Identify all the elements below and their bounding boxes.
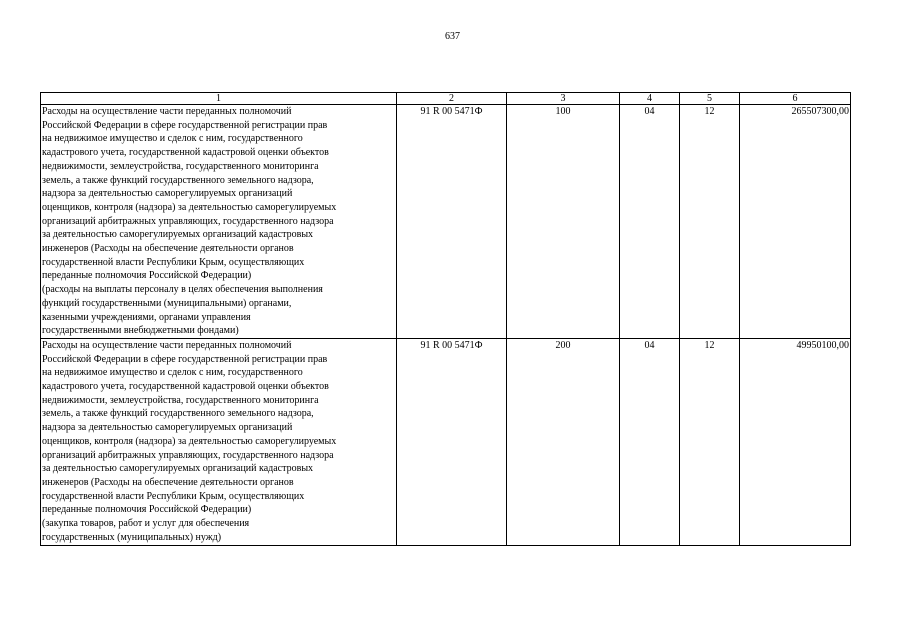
- row-name: Расходы на осуществление части переданных полномочий Российской Федерации в сфере государственной регистрации прав на недвижимое имущество и сделок с ним, государственного кадастрового учета, государственной кадастровой оценки объектов недвижимости, землеустройства, государственного мониторинга земель, а также функций государственного земельного надзора, надзора за деятельностью саморегулируемых организаций оценщиков, контроля (надзора) за деятельностью саморегулируемых организаций арбитражных управляющих, государственного надзора за деятельностью саморегулируемых организаций кадастровых инженеров (Расходы на обеспечение деятельности органов государственной власти Республики Крым, осуществляющих переданные полномочия Российской Федерации) (закупка товаров, работ и услуг для обеспечения государственных (муниципальных) нужд): [41, 338, 397, 545]
- row-amount: 49950100,00: [740, 338, 851, 545]
- budget-table: [40, 92, 851, 546]
- table-row: [41, 105, 851, 339]
- header-col-1: 1: [41, 93, 397, 105]
- row-name: Расходы на осуществление части переданных полномочий Российской Федерации в сфере государственной регистрации прав на недвижимое имущество и сделок с ним, государственного кадастрового учета, государственной кадастровой оценки объектов недвижимости, землеустройства, государственного мониторинга земель, а также функций государственного земельного надзора, надзора за деятельностью саморегулируемых организаций оценщиков, контроля (надзора) за деятельностью саморегулируемых организаций арбитражных управляющих, государственного надзора за деятельностью саморегулируемых организаций кадастровых инженеров (Расходы на обеспечение деятельности органов государственной власти Республики Крым, осуществляющих переданные полномочия Российской Федерации) (расходы на выплаты персоналу в целях обеспечения выполнения функций государственными (муниципальными) органами, казенными учреждениями, органами управления государственными внебюджетными фондами): [41, 105, 397, 339]
- header-col-5: 5: [680, 93, 740, 105]
- table-row: [41, 338, 851, 545]
- header-row: [41, 93, 851, 105]
- header-col-2: 2: [397, 93, 507, 105]
- page-number: 637: [445, 31, 460, 42]
- header-col-3: 3: [507, 93, 620, 105]
- row-subsection: 12: [680, 338, 740, 545]
- header-col-4: 4: [620, 93, 680, 105]
- table-body: [41, 105, 851, 546]
- row-subsection: 12: [680, 105, 740, 339]
- row-target-code: 91 R 00 5471Ф: [397, 105, 507, 339]
- row-section: 04: [620, 105, 680, 339]
- row-target-code: 91 R 00 5471Ф: [397, 338, 507, 545]
- table-header: [41, 93, 851, 105]
- row-amount: 265507300,00: [740, 105, 851, 339]
- row-expense-type: 100: [507, 105, 620, 339]
- row-section: 04: [620, 338, 680, 545]
- row-expense-type: 200: [507, 338, 620, 545]
- header-col-6: 6: [740, 93, 851, 105]
